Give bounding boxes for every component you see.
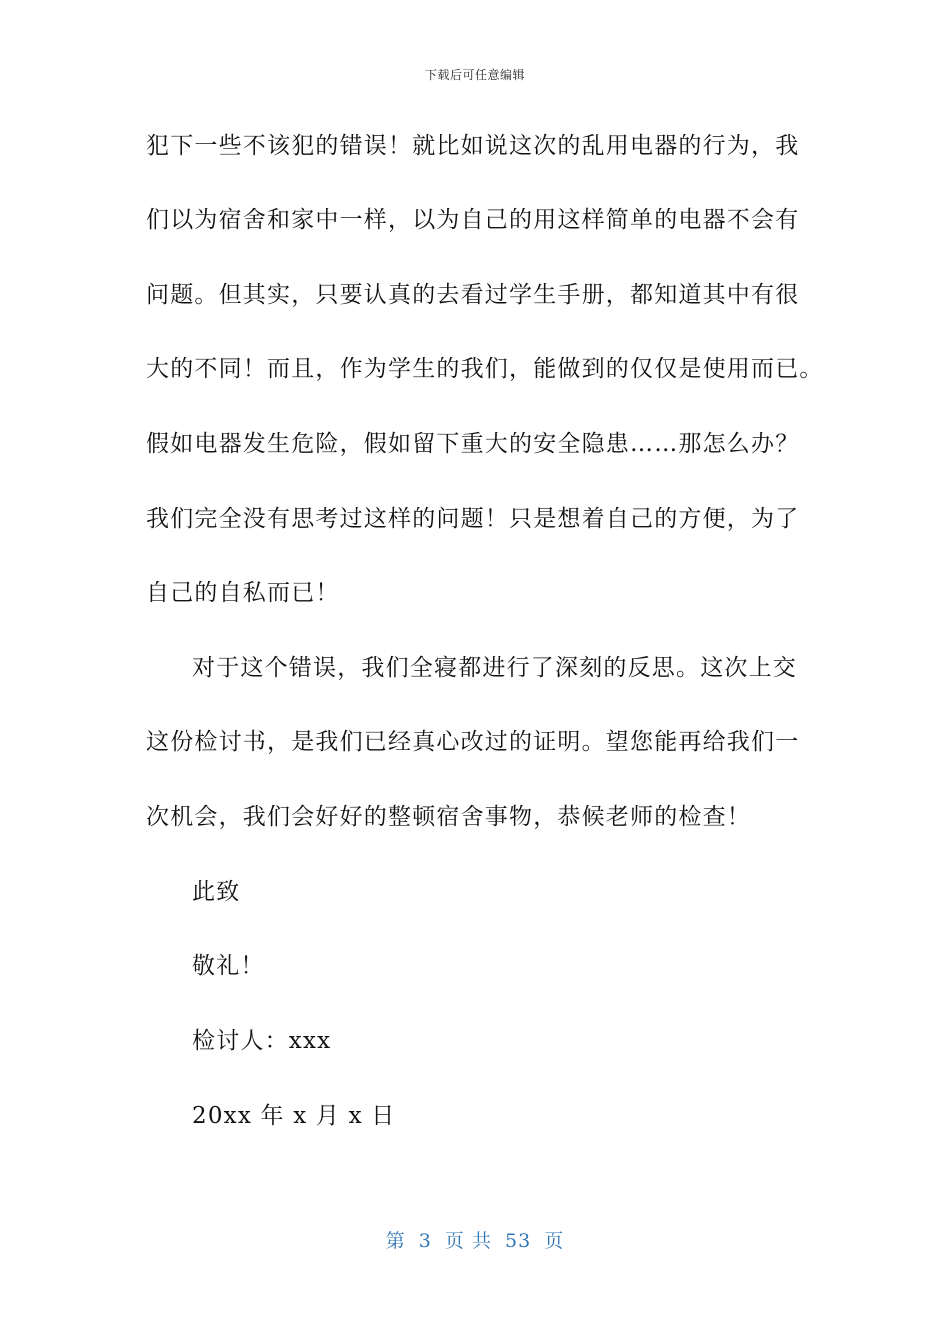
body-line-9: 这份检讨书，是我们已经真心改过的证明。望您能再给我们一 [146,729,800,755]
footer-current-page: 3 [418,1230,432,1252]
body-line-7: 自己的自私而已！ [146,580,340,606]
salutation-text: 敬礼！ [192,953,265,979]
footer-suffix: 页 [544,1230,565,1252]
footer-total-pages: 53 [505,1230,532,1252]
date-text: 20xx 年 x 月 x 日 [192,1103,396,1129]
body-line-3: 问题。但其实，只要认真的去看过学生手册，都知道其中有很 [146,282,800,308]
closing-text: 此致 [192,879,241,905]
page-header: 下载后可任意编辑 [424,68,525,82]
body-line-10: 次机会，我们会好好的整顿宿舍事物，恭候老师的检查！ [146,804,751,830]
body-line-5: 假如电器发生危险，假如留下重大的安全隐患……那怎么办？ [146,431,800,457]
footer-prefix: 第 [385,1230,406,1252]
body-line-1: 犯下一些不该犯的错误！就比如说这次的乱用电器的行为，我 [146,133,800,159]
body-line-6: 我们完全没有思考过这样的问题！只是想着自己的方便，为了 [146,506,800,532]
body-line-4: 大的不同！而且，作为学生的我们，能做到的仅仅是使用而已。 [146,356,824,382]
footer-middle: 页 共 [444,1230,492,1252]
body-line-2: 们以为宿舍和家中一样，以为自己的用这样简单的电器不会有 [146,207,800,233]
signer-text: 检讨人：xxx [192,1028,332,1054]
page-footer [0,1226,950,1253]
body-line-8: 对于这个错误，我们全寝都进行了深刻的反思。这次上交 [192,655,797,681]
